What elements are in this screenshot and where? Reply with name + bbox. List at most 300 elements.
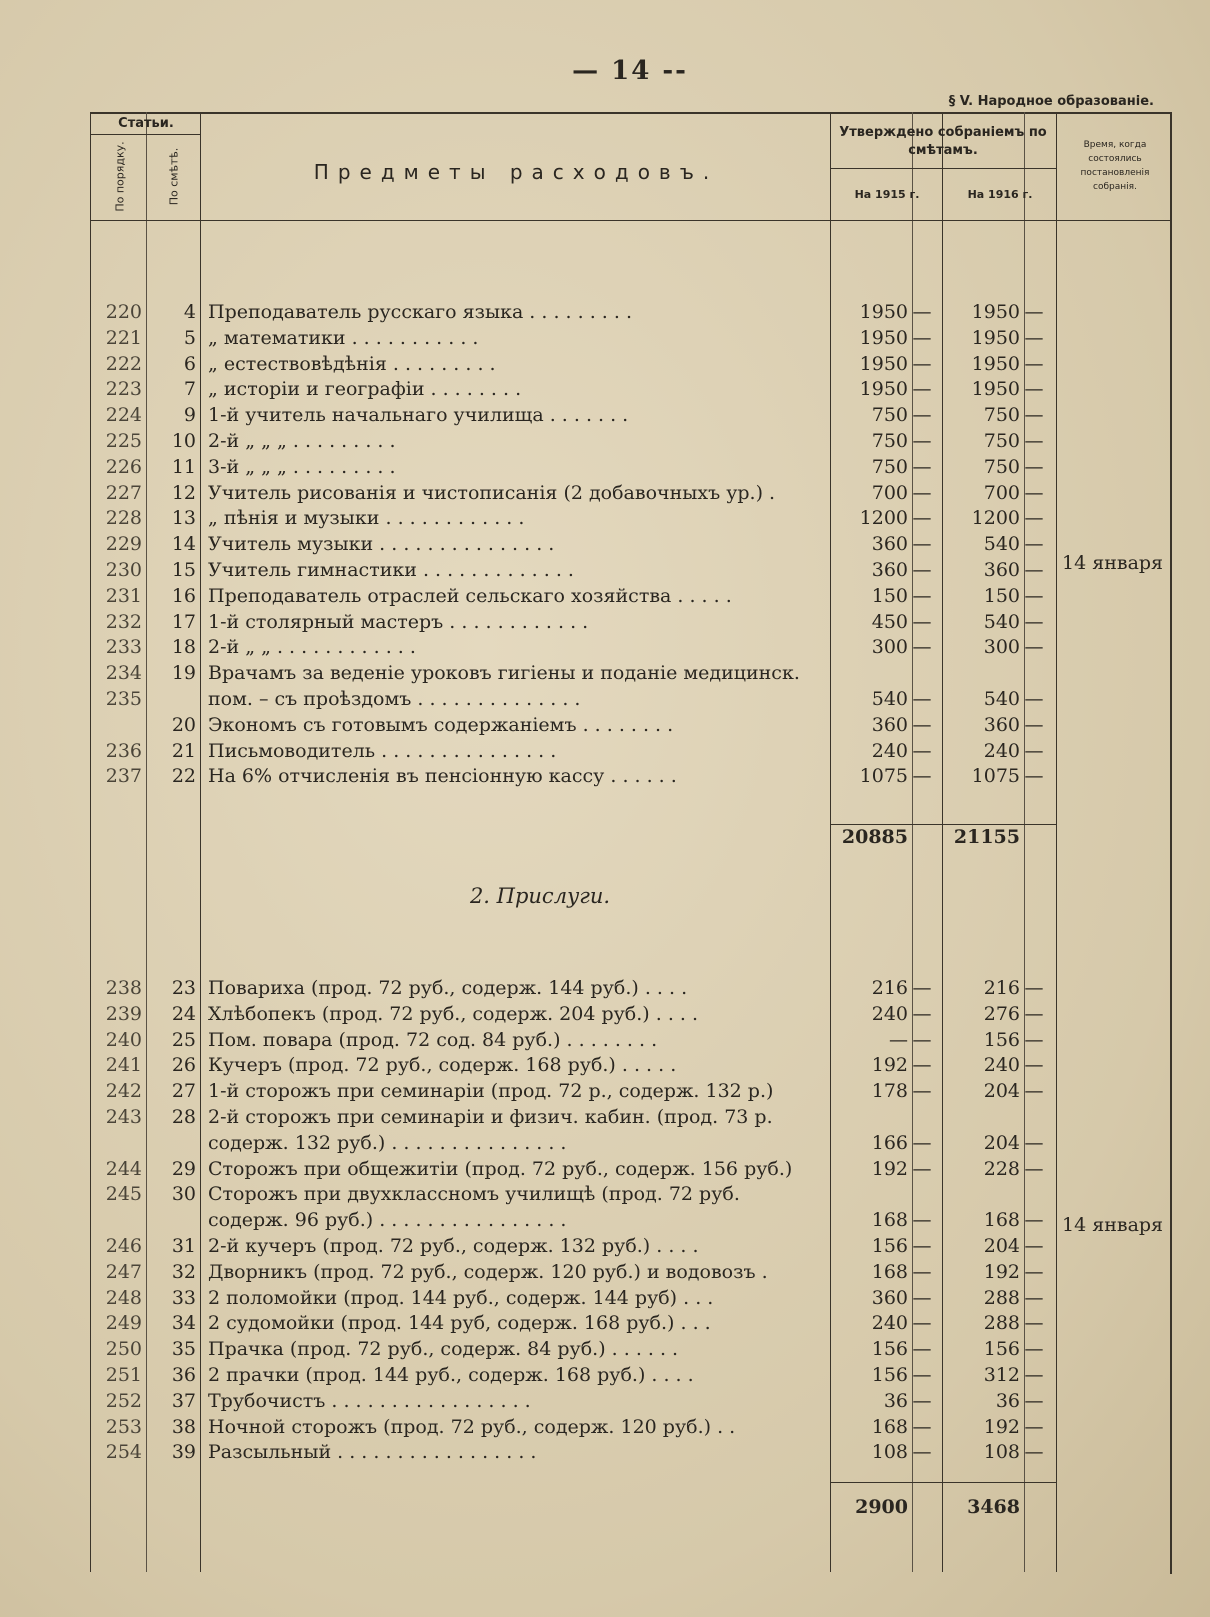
kopeck-dash: — [912,301,932,323]
row-number: 229 [105,533,142,556]
amount-1915: 108 [871,1441,908,1464]
amount-1916: 1950 [971,378,1020,401]
expense-item: Кучеръ (прод. 72 руб., содерж. 168 руб.) . . . . . [208,1054,677,1077]
estimate-number: 33 [171,1286,196,1309]
table-row [0,1311,1210,1335]
section-title: § V. Народное образованіе. [948,94,1154,109]
table-row [0,1157,1210,1181]
amount-1916: 240 [983,739,1020,762]
kopeck-dash: — [912,636,932,659]
table-row [0,1208,1210,1232]
amount-1916: 540 [983,533,1020,556]
row-number: 247 [105,1260,142,1283]
table-row [0,352,1210,376]
header-year-1916: На 1916 г. [967,188,1033,201]
row-number: 239 [105,1002,142,1025]
amount-1915: 168 [871,1415,908,1438]
row-number: 228 [105,507,142,530]
amount-1915: 192 [871,1157,908,1180]
row-number: 234 [105,662,142,685]
row-number: 252 [105,1389,142,1412]
amount-1915: 1950 [859,378,908,401]
section1-total-1916: 21155 [953,826,1020,848]
row-number: 221 [105,326,142,349]
kopeck-dash: — [1024,1028,1044,1051]
amount-1916: 1200 [971,507,1020,530]
table-row [0,1131,1210,1155]
header-year-1915: На 1915 г. [854,188,920,201]
kopeck-dash: — [1024,455,1044,478]
kopeck-dash: — [912,1389,932,1412]
kopeck-dash: — [912,610,932,633]
section1-total-1915: 20885 [841,826,908,848]
table-row [0,1260,1210,1284]
kopeck-dash: — [912,1312,932,1335]
amount-1916: 540 [983,688,1020,710]
row-number: 231 [105,584,142,607]
kopeck-dash: — [1024,352,1044,375]
header-approved: Утверждено собраніемъ по смѣтамъ. [839,125,1047,158]
kopeck-dash: — [1024,301,1044,323]
table-row [0,584,1210,608]
row-number: 242 [105,1080,142,1103]
kopeck-dash: — [912,1209,932,1232]
expense-item: „ математики . . . . . . . . . . . [208,326,479,349]
kopeck-dash: — [1024,404,1044,427]
kopeck-dash: — [912,326,932,349]
amount-1916: 360 [983,559,1020,581]
table-row [0,455,1210,479]
estimate-number: 31 [171,1235,196,1257]
kopeck-dash: — [912,1364,932,1386]
estimate-number: 27 [171,1080,196,1103]
estimate-number: 24 [171,1002,196,1025]
amount-1916: 192 [983,1415,1020,1438]
table-row [0,1002,1210,1026]
estimate-number: 16 [171,584,196,607]
amount-1915: 240 [871,739,908,762]
kopeck-dash: — [912,1235,932,1257]
kopeck-dash: — [1024,1235,1044,1257]
estimate-number: 38 [171,1415,196,1438]
estimate-number: 11 [171,455,196,478]
table-row [0,635,1210,659]
table-row [0,377,1210,401]
estimate-number: 12 [171,481,196,504]
table-row [0,1079,1210,1103]
table-row [0,300,1210,324]
amount-1915: 360 [871,1286,908,1309]
section2-title: 2. Прислуги. [469,884,611,908]
expense-item: Врачамъ за веденіе уроковъ гигіены и поданіе медицинск. [208,662,800,685]
kopeck-dash: — [1024,1338,1044,1361]
expense-item: 2-й сторожъ при семинаріи и физич. кабин. (прод. 73 р. [208,1106,773,1128]
row-number: 244 [105,1157,142,1180]
amount-1915: 360 [871,533,908,556]
kopeck-dash: — [912,559,932,581]
amount-1915: 156 [871,1235,908,1257]
amount-1915: 216 [871,977,908,999]
expense-item: Экономъ съ готовымъ содержаніемъ . . . . . . . . [208,713,674,736]
table-row [0,713,1210,737]
table-row [0,739,1210,763]
kopeck-dash: — [912,1415,932,1438]
amount-1915: 156 [871,1364,908,1386]
table-row [0,1415,1210,1439]
row-number: 240 [105,1028,142,1051]
expense-item: 2 судомойки (прод. 144 руб, содерж. 168 руб.) . . . [208,1312,711,1335]
expense-item: Разсыльный . . . . . . . . . . . . . . . . . [208,1441,537,1464]
amount-1916: 312 [983,1364,1020,1386]
estimate-number: 9 [183,404,196,427]
kopeck-dash: — [1024,430,1044,452]
amount-1916: 156 [983,1028,1020,1051]
row-number: 223 [105,378,142,401]
table-row [0,1440,1210,1464]
kopeck-dash: — [1024,1157,1044,1180]
amount-1916: 204 [983,1080,1020,1103]
amount-1915: — [889,1028,908,1051]
section1-date: 14 января [1062,552,1164,574]
expense-item: 2-й кучеръ (прод. 72 руб., содерж. 132 руб.) . . . . [208,1235,699,1257]
estimate-number: 4 [183,301,196,323]
estimate-number: 20 [171,713,196,736]
header-po-poryadku: По порядку. [113,141,127,212]
table-row [0,326,1210,350]
kopeck-dash: — [1024,713,1044,736]
table-row [0,764,1210,788]
amount-1915: 360 [871,559,908,581]
kopeck-dash: — [1024,977,1044,999]
table-row [0,506,1210,530]
amount-1915: 1950 [859,301,908,323]
amount-1915: 178 [871,1080,908,1103]
amount-1916: 168 [983,1209,1020,1232]
expense-item: „ пѣнія и музыки . . . . . . . . . . . . [208,507,525,530]
expense-item: Хлѣбопекъ (прод. 72 руб., содерж. 204 руб.) . . . . [208,1002,699,1025]
kopeck-dash: — [1024,1209,1044,1232]
table-row [0,1337,1210,1361]
kopeck-dash: — [912,977,932,999]
kopeck-dash: — [1024,688,1044,710]
expense-item: 1-й сторожъ при семинаріи (прод. 72 р., содерж. 132 р.) [208,1080,774,1103]
kopeck-dash: — [912,507,932,530]
estimate-number: 15 [171,559,196,581]
kopeck-dash: — [912,352,932,375]
section2-total-1916: 3468 [967,1496,1020,1518]
row-number: 220 [105,301,142,323]
kopeck-dash: — [912,765,932,788]
expense-item: содерж. 132 руб.) . . . . . . . . . . . . . . . [208,1131,567,1154]
amount-1916: 300 [983,636,1020,659]
row-number: 245 [105,1183,142,1206]
row-number: 238 [105,977,142,999]
row-number: 227 [105,481,142,504]
amount-1916: 540 [983,610,1020,633]
amount-1915: 1950 [859,326,908,349]
expense-item: пом. – съ проѣздомъ . . . . . . . . . . . . . . [208,688,581,710]
row-number: 246 [105,1235,142,1257]
estimate-number: 10 [171,430,196,452]
kopeck-dash: — [1024,610,1044,633]
expense-item: Преподаватель отраслей сельскаго хозяйства . . . . . [208,584,732,607]
kopeck-dash: — [912,404,932,427]
row-number: 235 [105,688,142,710]
expense-item: Учитель рисованія и чистописанія (2 добавочныхъ ур.) . [208,481,776,504]
expense-item: 2 прачки (прод. 144 руб., содерж. 168 руб.) . . . . [208,1364,694,1386]
kopeck-dash: — [912,1028,932,1051]
amount-1916: 750 [983,404,1020,427]
header-po-smete: По смѣтѣ. [167,147,181,206]
amount-1916: 240 [983,1054,1020,1077]
table-row [0,1286,1210,1310]
kopeck-dash: — [1024,1260,1044,1283]
row-number: 225 [105,430,142,452]
amount-1916: 150 [983,584,1020,607]
amount-1916: 1075 [971,765,1020,788]
row-number: 230 [105,559,142,581]
kopeck-dash: — [1024,584,1044,607]
header-stati: Статьи. [118,116,174,131]
estimate-number: 37 [171,1389,196,1412]
amount-1915: 360 [871,713,908,736]
kopeck-dash: — [1024,1415,1044,1438]
estimate-number: 5 [183,326,196,349]
estimate-number: 34 [171,1312,196,1335]
row-number: 233 [105,636,142,659]
estimate-number: 22 [171,765,196,788]
estimate-number: 23 [171,977,196,999]
kopeck-dash: — [1024,1286,1044,1309]
amount-1916: 36 [995,1389,1020,1412]
header-line [90,220,1170,221]
estimate-number: 14 [171,533,196,556]
kopeck-dash: — [1024,1389,1044,1412]
expense-item: 2 поломойки (прод. 144 руб., содерж. 144 руб) . . . [208,1286,714,1309]
amount-1915: 1200 [859,507,908,530]
kopeck-dash: — [1024,326,1044,349]
table-row [0,1105,1210,1129]
kopeck-dash: — [912,533,932,556]
table-row [0,481,1210,505]
kopeck-dash: — [1024,507,1044,530]
row-number: 250 [105,1338,142,1361]
expense-item: Прачка (прод. 72 руб., содерж. 84 руб.) . . . . . . [208,1338,679,1361]
amount-1915: 192 [871,1054,908,1077]
table-row [0,976,1210,1000]
kopeck-dash: — [912,1157,932,1180]
estimate-number: 39 [171,1441,196,1464]
kopeck-dash: — [912,430,932,452]
expense-item: Письмоводитель . . . . . . . . . . . . . . . [208,739,557,762]
estimate-number: 35 [171,1338,196,1361]
estimate-number: 32 [171,1260,196,1283]
amount-1916: 216 [983,977,1020,999]
kopeck-dash: — [912,1080,932,1103]
kopeck-dash: — [1024,378,1044,401]
amount-1916: 288 [983,1286,1020,1309]
amount-1916: 276 [983,1002,1020,1025]
kopeck-dash: — [1024,765,1044,788]
amount-1915: 700 [871,481,908,504]
row-number: 241 [105,1054,142,1077]
amount-1915: 240 [871,1002,908,1025]
expense-item: 3-й „ „ „ . . . . . . . . . [208,455,396,478]
amount-1916: 108 [983,1441,1020,1464]
amount-1916: 360 [983,713,1020,736]
row-number: 224 [105,404,142,427]
expense-item: Дворникъ (прод. 72 руб., содерж. 120 руб.) и водовозъ . [208,1260,768,1283]
kopeck-dash: — [912,713,932,736]
kopeck-dash: — [912,1286,932,1309]
expense-item: На 6% отчисленія въ пенсіонную кассу . . . . . . [208,765,677,788]
estimate-number: 36 [171,1364,196,1386]
row-number: 222 [105,352,142,375]
expense-item: „ естествовѣдѣнія . . . . . . . . . [208,352,496,375]
amount-1915: 168 [871,1209,908,1232]
row-number: 243 [105,1106,142,1128]
row-number: 248 [105,1286,142,1309]
amount-1915: 450 [871,610,908,633]
estimate-number: 18 [171,636,196,659]
kopeck-dash: — [912,1260,932,1283]
table-row [0,403,1210,427]
expense-item: Преподаватель русскаго языка . . . . . . . . . [208,301,632,323]
amount-1916: 1950 [971,301,1020,323]
expense-item: Сторожъ при двухклассномъ училищѣ (прод. 72 руб. [208,1183,740,1206]
table-row [0,661,1210,685]
kopeck-dash: — [1024,481,1044,504]
total-line [830,1482,1056,1483]
page-number: — 14 -- [572,56,688,86]
amount-1915: 240 [871,1312,908,1335]
expense-item: Ночной сторожъ (прод. 72 руб., содерж. 120 руб.) . . [208,1415,736,1438]
amount-1916: 204 [983,1131,1020,1154]
expense-item: Учитель гимнастики . . . . . . . . . . . . . [208,559,574,581]
kopeck-dash: — [1024,1080,1044,1103]
expense-item: Пом. повара (прод. 72 сод. 84 руб.) . . . . . . . . [208,1028,658,1051]
expense-item: Повариха (прод. 72 руб., содерж. 144 руб.) . . . . [208,977,688,999]
section2-brace [1056,976,1061,1476]
table-row [0,1182,1210,1206]
kopeck-dash: — [1024,1131,1044,1154]
expense-item: 2-й „ „ „ . . . . . . . . . [208,430,396,452]
amount-1915: 750 [871,455,908,478]
kopeck-dash: — [1024,739,1044,762]
amount-1916: 750 [983,455,1020,478]
estimate-number: 6 [183,352,196,375]
amount-1916: 1950 [971,326,1020,349]
amount-1916: 700 [983,481,1020,504]
estimate-number: 17 [171,610,196,633]
section2-date: 14 января [1062,1214,1164,1236]
amount-1915: 166 [871,1131,908,1154]
row-number: 254 [105,1441,142,1464]
header-subject: Предметы расходовъ. [313,160,719,184]
row-number: 236 [105,739,142,762]
estimate-number: 7 [183,378,196,401]
kopeck-dash: — [912,688,932,710]
expense-item: „ исторіи и географіи . . . . . . . . [208,378,522,401]
amount-1916: 156 [983,1338,1020,1361]
expense-item: содерж. 96 руб.) . . . . . . . . . . . . . . . . [208,1209,567,1232]
expense-item: 2-й „ „ . . . . . . . . . . . . [208,636,416,659]
table-row [0,610,1210,634]
kopeck-dash: — [1024,559,1044,581]
table-row [0,1389,1210,1413]
amount-1915: 750 [871,404,908,427]
table-row [0,1363,1210,1387]
kopeck-dash: — [912,1054,932,1077]
table-row [0,532,1210,556]
estimate-number: 29 [171,1157,196,1180]
kopeck-dash: — [1024,1002,1044,1025]
expense-item: 1-й учитель начальнаго училища . . . . . . . [208,404,629,427]
expense-item: Учитель музыки . . . . . . . . . . . . . . . [208,533,555,556]
section1-brace [1056,300,1061,774]
table-row [0,687,1210,711]
row-number: 237 [105,765,142,788]
amount-1915: 168 [871,1260,908,1283]
header-line [830,168,1056,169]
amount-1916: 288 [983,1312,1020,1335]
estimate-number: 19 [171,662,196,685]
table-row [0,1028,1210,1052]
kopeck-dash: — [912,378,932,401]
amount-1915: 750 [871,430,908,452]
estimate-number: 30 [171,1183,196,1206]
amount-1915: 300 [871,636,908,659]
amount-1916: 750 [983,430,1020,452]
amount-1915: 36 [883,1389,908,1412]
table-row [0,1234,1210,1258]
expense-item: 1-й столярный мастеръ . . . . . . . . . . . . [208,610,589,633]
row-number: 253 [105,1415,142,1438]
amount-1915: 1950 [859,352,908,375]
expense-item: Трубочистъ . . . . . . . . . . . . . . . . . [208,1389,531,1412]
row-number: 249 [105,1312,142,1335]
amount-1915: 156 [871,1338,908,1361]
kopeck-dash: — [912,584,932,607]
kopeck-dash: — [912,1131,932,1154]
amount-1915: 1075 [859,765,908,788]
header-line [90,134,200,135]
amount-1916: 204 [983,1235,1020,1257]
estimate-number: 26 [171,1054,196,1077]
amount-1916: 1950 [971,352,1020,375]
kopeck-dash: — [912,481,932,504]
kopeck-dash: — [912,1002,932,1025]
kopeck-dash: — [912,1441,932,1464]
kopeck-dash: — [1024,1441,1044,1464]
amount-1915: 150 [871,584,908,607]
estimate-number: 21 [171,739,196,762]
total-line [830,824,1056,825]
table-row [0,429,1210,453]
section2-total-1915: 2900 [855,1496,908,1518]
estimate-number: 28 [171,1106,196,1128]
row-number: 226 [105,455,142,478]
table-row [0,1053,1210,1077]
amount-1916: 228 [983,1157,1020,1180]
estimate-number: 13 [171,507,196,530]
kopeck-dash: — [912,455,932,478]
kopeck-dash: — [1024,1312,1044,1335]
row-number: 232 [105,610,142,633]
kopeck-dash: — [912,1338,932,1361]
kopeck-dash: — [912,739,932,762]
amount-1916: 192 [983,1260,1020,1283]
